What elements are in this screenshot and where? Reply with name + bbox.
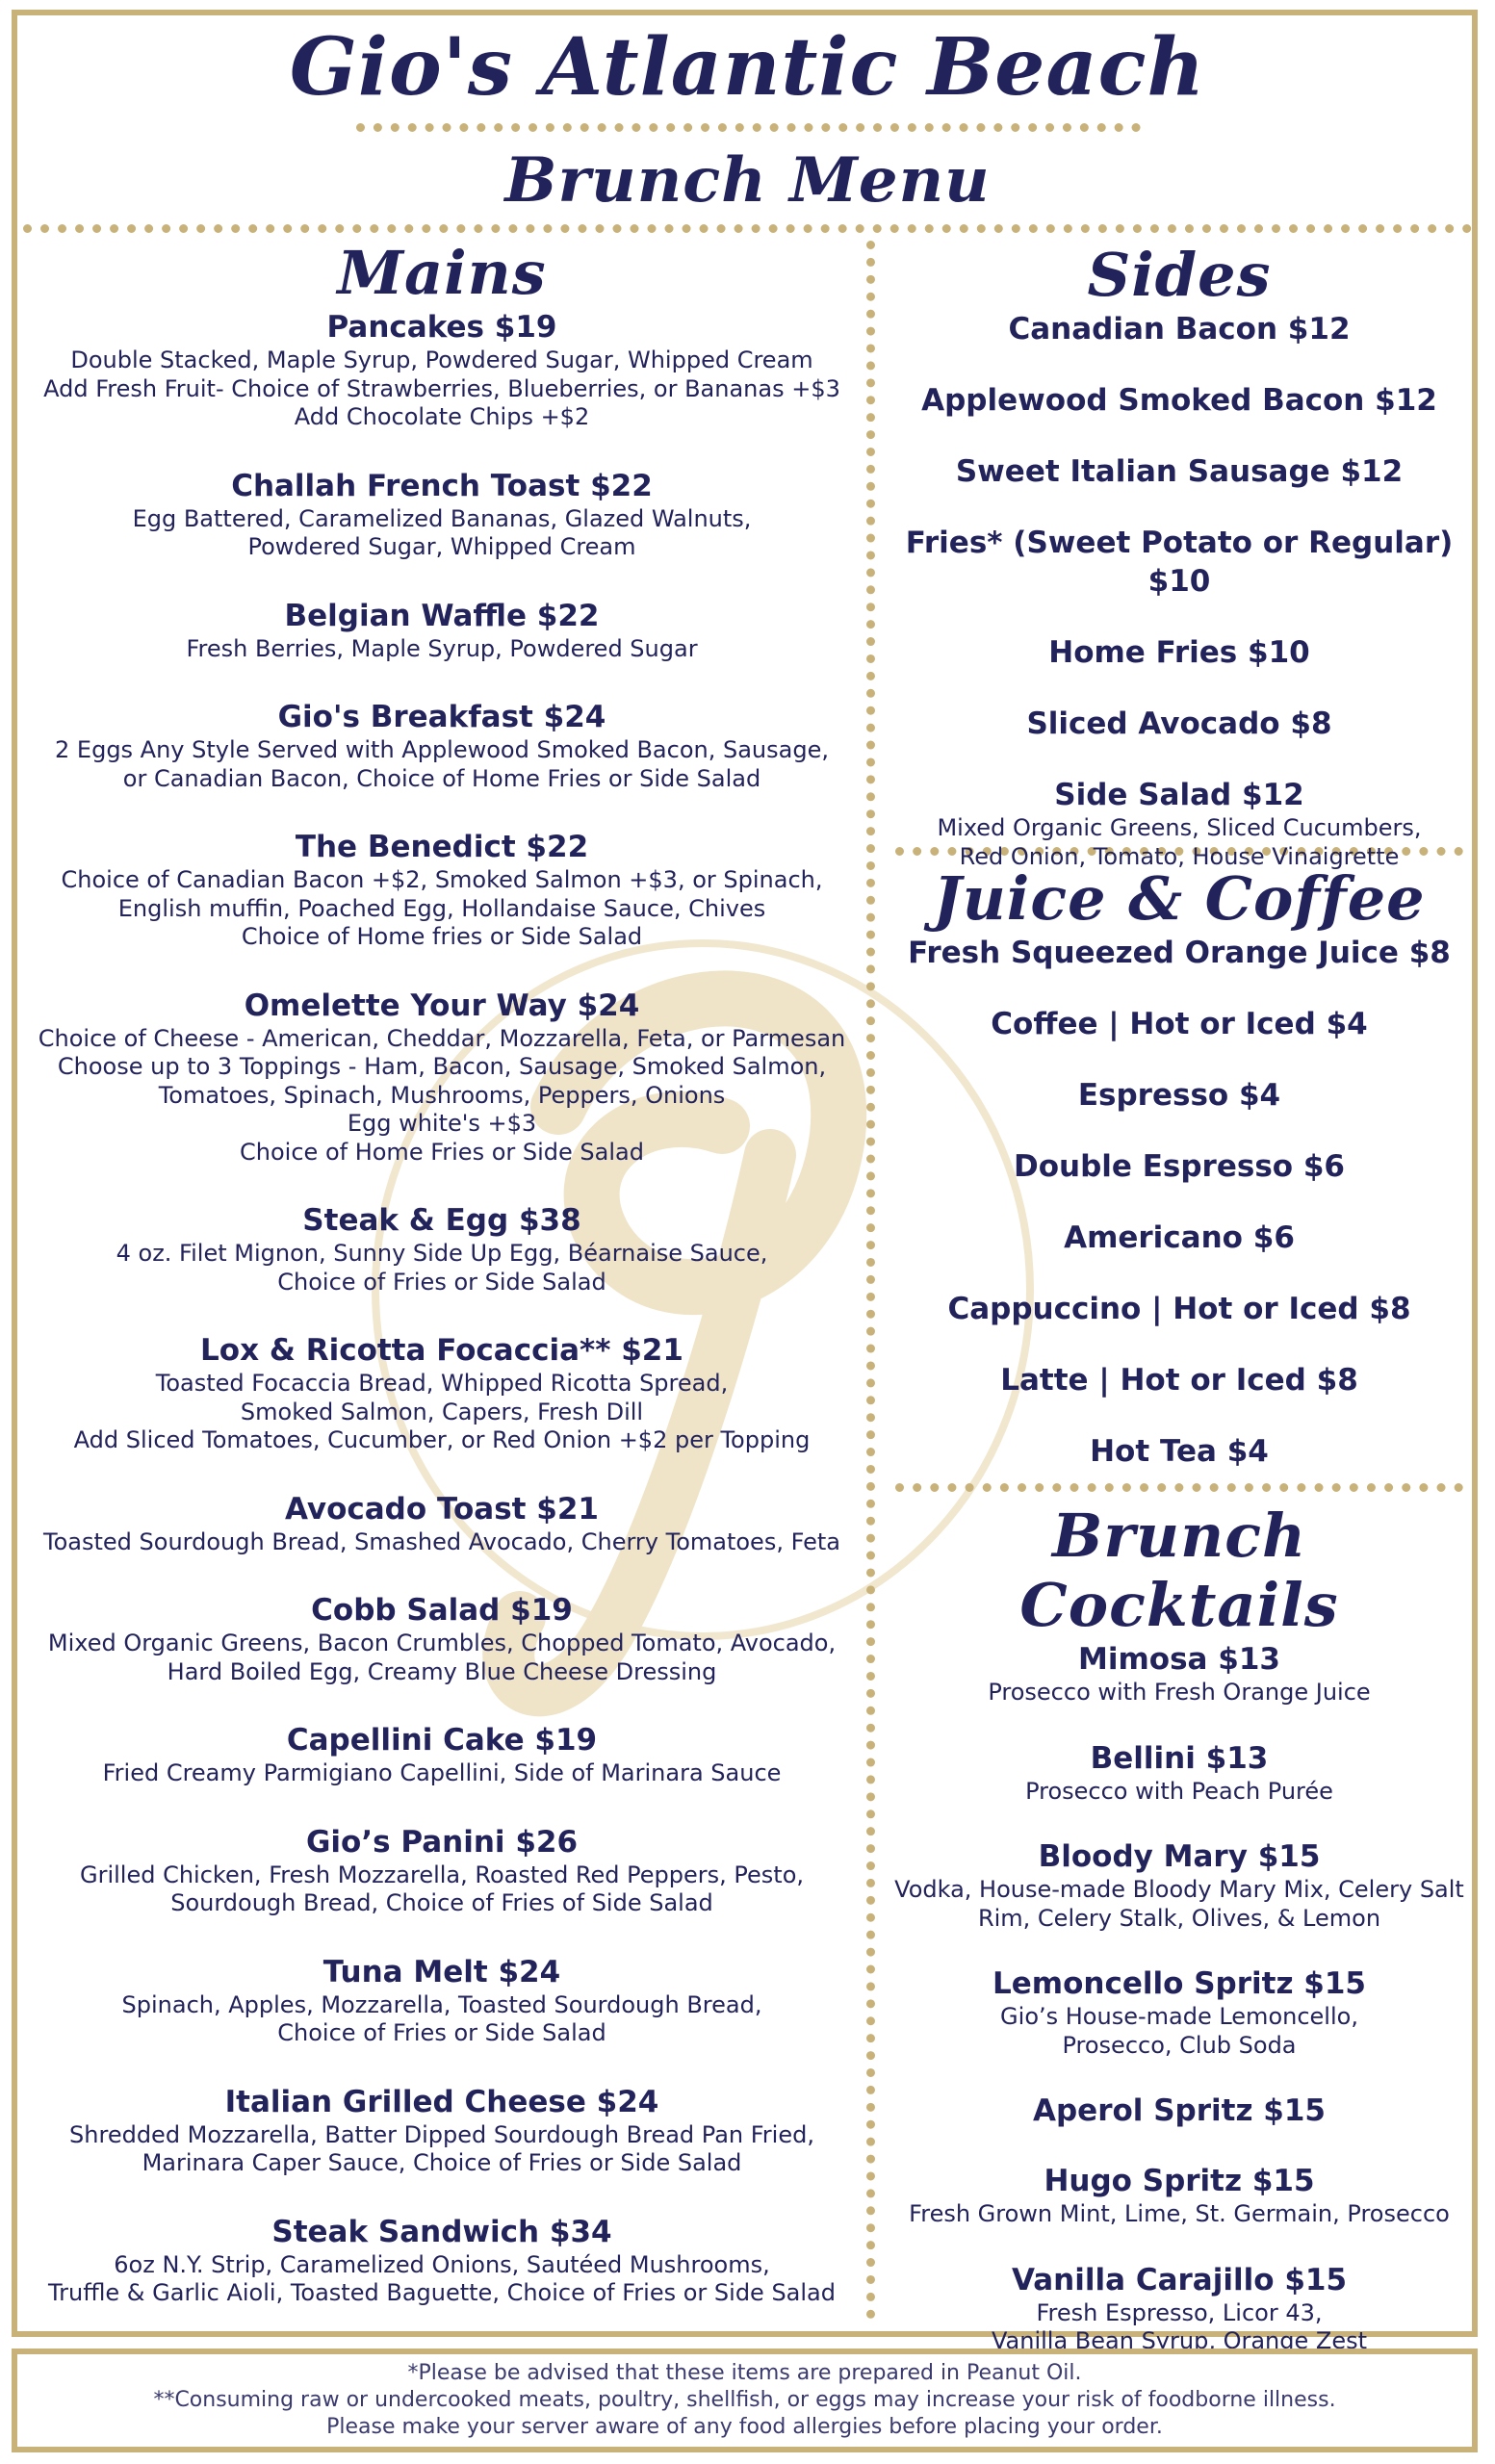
menu-item <box>23 2083 861 2178</box>
menu-item <box>886 705 1473 743</box>
cocktails-section <box>886 1502 1473 2388</box>
menu-item-description: Add Chocolate Chips +$2 <box>294 403 590 430</box>
menu-item-name: Fresh Squeezed Orange Juice $8 <box>908 936 1451 970</box>
menu-item <box>23 987 861 1168</box>
sides-section <box>886 241 1473 904</box>
menu-item-name: Fries* (Sweet Potato or Regular) $10 <box>905 526 1454 599</box>
menu-item-description: or Canadian Bacon, Choice of Home Fries or Side Salad <box>122 764 761 792</box>
menu-item-description: Prosecco with Fresh Orange Juice <box>988 1679 1371 1706</box>
footer-notice <box>12 2348 1478 2452</box>
menu-item-name: Hugo Spritz $15 <box>1044 2164 1315 2198</box>
menu-item-description: Choice of Cheese - American, Cheddar, Mozzarella, Feta, or Parmesan <box>38 1024 846 1052</box>
cocktails-list <box>886 1640 1473 2356</box>
menu-item <box>886 1290 1473 1328</box>
menu-item-description: Sourdough Bread, Choice of Fries of Side Salad <box>170 1889 713 1916</box>
beverages-section <box>886 864 1473 1503</box>
menu-item-name: Cobb Salad $19 <box>311 1593 573 1628</box>
column-divider <box>866 241 875 2320</box>
mains-section <box>23 239 861 2343</box>
menu-item <box>886 524 1473 601</box>
menu-item-name: Avocado Toast $21 <box>285 1491 599 1527</box>
menu-item-description: Powdered Sugar, Whipped Cream <box>247 533 636 560</box>
menu-item-description: 2 Eggs Any Style Served with Applewood Smoked Bacon, Sausage, <box>55 736 829 763</box>
menu-item <box>23 1721 861 1788</box>
menu-item <box>886 1739 1473 1807</box>
menu-item-description: 4 oz. Filet Mignon, Sunny Side Up Egg, Béarnaise Sauce, <box>116 1240 768 1267</box>
menu-item <box>23 597 861 664</box>
footer-line-2: **Consuming raw or undercooked meats, poultry, shellfish, or eggs may increase your risk of foodborne illness. <box>153 2388 1336 2412</box>
menu-item <box>886 1432 1473 1471</box>
menu-item <box>23 1823 861 1918</box>
menu-item-description: Spinach, Apples, Mozzarella, Toasted Sourdough Bread, <box>121 1990 762 2018</box>
menu-item-name: Home Fries $10 <box>1048 635 1310 670</box>
title-divider <box>356 123 1141 132</box>
menu-item <box>23 308 861 432</box>
menu-item-description: Hard Boiled Egg, Creamy Blue Cheese Dressing <box>167 1657 717 1685</box>
menu-item-description: Choice of Home Fries or Side Salad <box>240 1138 644 1166</box>
menu-item-description: Toasted Focaccia Bread, Whipped Ricotta Spread, <box>155 1370 729 1397</box>
menu-item-description: English muffin, Poached Egg, Hollandaise Sauce, Chives <box>117 894 766 922</box>
menu-item <box>23 1331 861 1455</box>
menu-item-description: Choice of Canadian Bacon +$2, Smoked Salmon +$3, or Spinach, <box>61 866 823 893</box>
menu-item-name: Challah French Toast $22 <box>231 468 653 503</box>
menu-item <box>886 1361 1473 1399</box>
menu-item <box>886 1837 1473 1933</box>
menu-item-name: Steak Sandwich $34 <box>271 2214 612 2249</box>
menu-item-description: Truffle & Garlic Aioli, Toasted Baguette, Choice of Fries or Side Salad <box>47 2279 836 2306</box>
mains-title: Mains <box>337 238 547 308</box>
menu-item <box>23 467 861 562</box>
menu-item-name: Lemoncello Spritz $15 <box>992 1966 1366 2001</box>
sides-list <box>886 310 1473 871</box>
menu-item-description: Mixed Organic Greens, Bacon Crumbles, Chopped Tomato, Avocado, <box>47 1630 837 1656</box>
menu-item-name: Vanilla Carajillo $15 <box>1011 2262 1348 2297</box>
menu-item <box>886 934 1473 972</box>
menu-item-description: Gio’s House-made Lemoncello, <box>1000 2003 1358 2030</box>
menu-item-description: Add Sliced Tomatoes, Cucumber, or Red Onion +$2 per Topping <box>73 1426 811 1453</box>
menu-item-description: Double Stacked, Maple Syrup, Powdered Sugar, Whipped Cream <box>70 346 813 373</box>
menu-item <box>886 2162 1473 2229</box>
menu-item-description: Choice of Fries or Side Salad <box>277 1268 606 1296</box>
menu-item-name: Tuna Melt $24 <box>322 1954 561 1989</box>
menu-item-description: Tomatoes, Spinach, Mushrooms, Peppers, Onions <box>158 1081 726 1109</box>
menu-item-name: Belgian Waffle $22 <box>284 598 600 633</box>
menu-item <box>886 2261 1473 2356</box>
menu-title: Brunch Menu <box>504 144 991 217</box>
menu-item <box>23 1953 861 2048</box>
mains-list <box>23 308 861 2308</box>
menu-item-name: Coffee | Hot or Iced $4 <box>991 1007 1368 1041</box>
menu-item-description: Egg Battered, Caramelized Bananas, Glazed Walnuts, <box>132 504 752 532</box>
menu-item-description: Add Fresh Fruit- Choice of Strawberries, Blueberries, or Bananas +$3 <box>43 374 840 402</box>
menu-item <box>886 1640 1473 1707</box>
menu-item-name: Gio’s Panini $26 <box>305 1824 579 1860</box>
menu-item <box>886 1005 1473 1043</box>
menu-item-name: Cappuccino | Hot or Iced $8 <box>947 1292 1411 1326</box>
restaurant-name: Gio's Atlantic Beach <box>289 21 1206 114</box>
menu-item-name: Applewood Smoked Bacon $12 <box>921 383 1437 418</box>
menu-item-description: Smoked Salmon, Capers, Fresh Dill <box>240 1398 644 1425</box>
beverages-list <box>886 934 1473 1471</box>
menu-item-name: Side Salad $12 <box>1054 778 1304 812</box>
menu-item-name: Aperol Spritz $15 <box>1032 2093 1326 2128</box>
sides-title: Sides <box>1087 240 1272 310</box>
menu-item <box>886 1964 1473 2060</box>
footer-line-1: *Please be advised that these items are prepared in Peanut Oil. <box>407 2361 1082 2385</box>
menu-item-description: Marinara Caper Sauce, Choice of Fries or Side Salad <box>142 2149 742 2176</box>
menu-item-name: Gio's Breakfast $24 <box>277 700 606 734</box>
menu-item <box>886 1076 1473 1115</box>
menu-item-name: Pancakes $19 <box>326 310 557 345</box>
menu-item-name: Bellini $13 <box>1090 1740 1269 1776</box>
menu-item <box>886 776 1473 871</box>
menu-item-description: Grilled Chicken, Fresh Mozzarella, Roasted Red Peppers, Pesto, <box>79 1861 805 1888</box>
menu-item <box>886 381 1473 420</box>
menu-item-name: The Benedict $22 <box>295 830 589 864</box>
menu-item-name: Omelette Your Way $24 <box>244 988 640 1023</box>
menu-item-description: Vanilla Bean Syrup, Orange Zest <box>991 2327 1368 2354</box>
menu-item-description: Choose up to 3 Toppings - Ham, Bacon, Sausage, Smoked Salmon, <box>57 1053 827 1080</box>
menu-item-name: Hot Tea $4 <box>1090 1434 1269 1469</box>
menu-item-name: Steak & Egg $38 <box>302 1203 581 1238</box>
menu-item-description: 6oz N.Y. Strip, Caramelized Onions, Sautéed Mushrooms, <box>114 2250 770 2278</box>
footer-line-3: Please make your server aware of any food allergies before placing your order. <box>326 2415 1163 2439</box>
menu-item-name: Bloody Mary $15 <box>1038 1839 1321 1874</box>
menu-item-name: Espresso $4 <box>1077 1078 1281 1113</box>
menu-item-description: Prosecco, Club Soda <box>1062 2031 1297 2059</box>
menu-item <box>23 698 861 793</box>
header-divider <box>23 224 1472 233</box>
menu-item-description: Rim, Celery Stalk, Olives, & Lemon <box>977 1904 1381 1932</box>
menu-item-description: Choice of Fries or Side Salad <box>277 2019 606 2046</box>
menu-item-description: Red Onion, Tomato, House Vinaigrette <box>959 842 1400 870</box>
menu-item-name: Canadian Bacon $12 <box>1008 312 1351 346</box>
menu-item-name: Capellini Cake $19 <box>286 1723 598 1758</box>
menu-item-description: Vodka, House-made Bloody Mary Mix, Celery Salt <box>894 1876 1464 1903</box>
menu-item-description: Egg white's +$3 <box>347 1110 537 1137</box>
menu-item <box>23 2213 861 2308</box>
menu-item-name: Americano $6 <box>1064 1220 1295 1255</box>
cocktails-title: Brunch Cocktails <box>1019 1501 1339 1640</box>
menu-item-name: Sliced Avocado $8 <box>1026 706 1332 741</box>
menu-item-description: Mixed Organic Greens, Sliced Cucumbers, <box>937 814 1422 841</box>
menu-item <box>23 1201 861 1296</box>
menu-item-name: Italian Grilled Cheese $24 <box>224 2084 659 2119</box>
menu-item-description: Fresh Grown Mint, Lime, St. Germain, Prosecco <box>909 2200 1450 2227</box>
menu-item-description: Fried Creamy Parmigiano Capellini, Side of Marinara Sauce <box>102 1759 782 1786</box>
menu-item <box>886 1219 1473 1257</box>
menu-item <box>886 2092 1473 2130</box>
menu-item <box>886 452 1473 491</box>
menu-item <box>23 1591 861 1686</box>
menu-item <box>886 310 1473 348</box>
menu-item <box>886 1147 1473 1186</box>
menu-item <box>23 828 861 952</box>
menu-item-description: Toasted Sourdough Bread, Smashed Avocado, Cherry Tomatoes, Feta <box>43 1527 840 1555</box>
menu-item-name: Latte | Hot or Iced $8 <box>1000 1363 1358 1398</box>
menu-item-name: Sweet Italian Sausage $12 <box>955 454 1404 489</box>
beverages-title: Juice & Coffee <box>933 863 1426 934</box>
menu-item-description: Shredded Mozzarella, Batter Dipped Sourdough Bread Pan Fried, <box>69 2120 814 2148</box>
menu-item-name: Lox & Ricotta Focaccia** $21 <box>200 1333 683 1368</box>
menu-item-name: Double Espresso $6 <box>1014 1149 1345 1184</box>
menu-item-description: Fresh Berries, Maple Syrup, Powdered Sugar <box>186 634 698 662</box>
menu-item-description: Fresh Espresso, Licor 43, <box>1036 2298 1323 2326</box>
menu-item-description: Prosecco with Peach Purée <box>1025 1777 1333 1805</box>
menu-item <box>886 633 1473 672</box>
menu-item-name: Mimosa $13 <box>1078 1642 1280 1677</box>
menu-item-description: Choice of Home fries or Side Salad <box>241 923 643 950</box>
menu-item <box>23 1490 861 1557</box>
